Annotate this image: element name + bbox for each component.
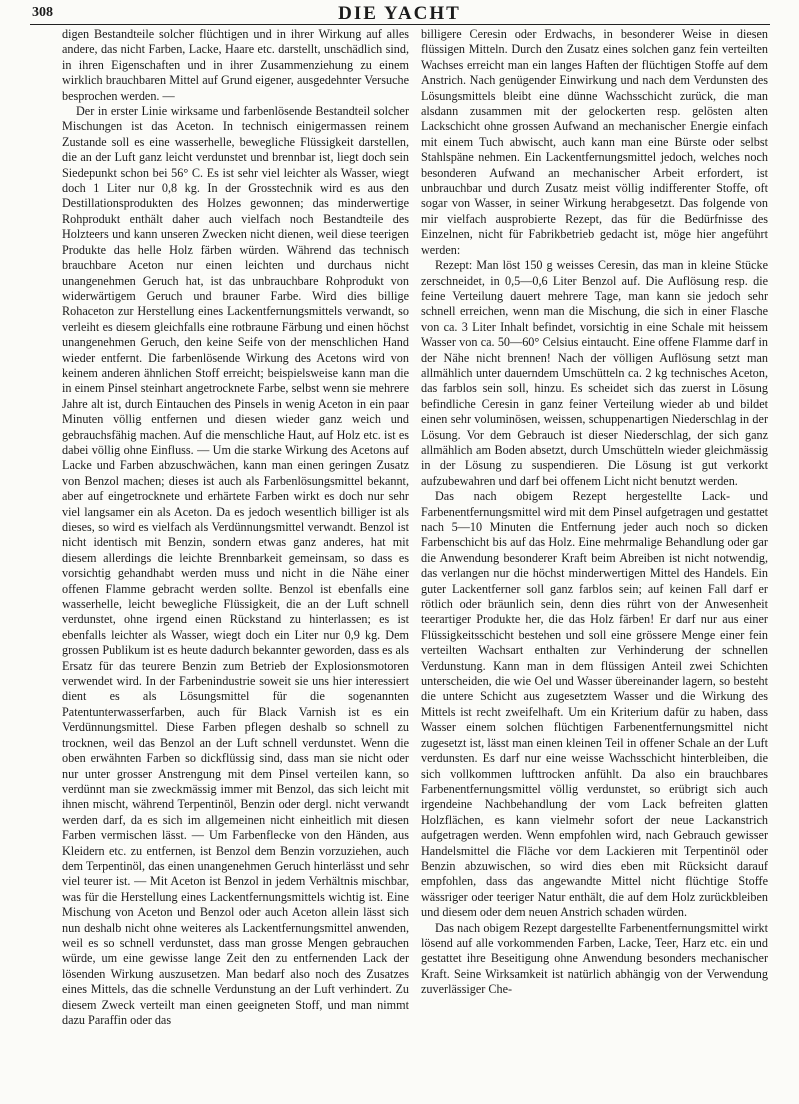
paragraph: Der in erster Linie wirksame und farbenlösende Bestandteil solcher Mischungen ist das Aceton. In technisch einigermassen reinem Zustande soll es eine wasserhelle, bewegliche Flüssigkeit darstellen, die an der Luft ganz leicht verdunstet und brennbar ist, liegt doch sein Siedepunkt schon bei 56° C. Es ist sehr viel leichter als Wasser, wiegt doch 1 Liter nur 0,8 kg. In der Grosstechnik wird es aus den Destillationsprodukten des Holzes gewonnen; das minderwertige Rohprodukt enthält daher auch vielfach noch Bestandteile des Holzteers und kann unseren Zwecken nicht dienen, weil diese teerigen Produkte das helle Holz färben würden. Während das technisch brauchbare Aceton nur einen leichten und durchaus nicht unangenehmen Geruch hat, ist das unbrauchbare Rohprodukt von widerwärtigem Geruch und brauner Farbe. Wird dies billige Rohaceton zur Herstellung eines Lackentfernungsmittels verwandt, so verleiht es diesem gleichfalls eine rotbraune Färbung und einen höchst unangenehmen Geruch, den keine Seife von der menschlichen Hand wieder entfernt. Die farbenlösende Wirkung des Acetons wird von keinem anderen ähnlichen Stoff erreicht; beispielsweise kann man die in einem Pinsel steinhart angetrocknete Farbe, selbst wenn sie mehrere Jahre alt ist, durch Eintauchen des Pinsels in wenig Aceton in ein paar Minuten völlig entfernen und diesen wieder ganz weich und gebrauchsfähig machen. Auf die menschliche Haut, auf Holz etc. ist es dabei völlig ohne Einfluss. — Um die starke Wirkung des Acetons auf Lacke und Farben abzuschwächen, kann man einen geringen Zusatz von Benzol machen; dieses ist auch als Farbenlösungsmittel bekannt, aber auf eingetrocknete und erhärtete Farben wirkt es doch nur sehr viel langsamer ein als Aceton. Da es jedoch wesentlich billiger ist als dieses, so wird es vielfach als Verdünnungsmittel verwandt. Benzol ist nicht identisch mit Benzin, sondern etwas ganz anderes, hat mit diesem allerdings die leichte Brennbarkeit gemeinsam, so dass es vorsichtig gehandhabt werden muss und nicht in die Nähe einer offenen Flamme gebracht werden sollte. Benzol ist ebenfalls eine wasserhelle, leicht bewegliche Flüssigkeit, die an der Luft schnell verdunstet, ohne irgend einen Rückstand zu hinterlassen; es ist ebenfalls leichter als Wasser, wiegt doch ein Liter nur 0,9 kg. Dem grossen Publikum ist es heute dadurch bekannter geworden, dass es als Ersatz für das teurere Benzin zum Betrieb der Explosionsmotoren verwendet wird. In der Farbenindustrie soweit sie uns hier interessiert dient es als Lösungsmittel für die sogenannten Patentunterwasserfarben, auch für Black Varnish ist es ein Verdünnungsmittel. Diese Farben pflegen deshalb so schnell zu trocknen, weil das Benzol an der Luft schnell verdunstet. Wenn die oben erwähnten Farben so dickflüssig sind, dass man sie nicht oder nur unter grosser Anstrengung mit dem Pinsel verteilen kann, so verdünnt man sie zweckmässig immer mit Benzol, das sich leicht mit ihnen mischt, während Terpentinöl, Benzin oder dergl. nicht verwandt werden darf, da es sich im allgemeinen nicht einheitlich mit diesen Farben vermischen lässt. — Um Farbenflecke von den Händen, aus Kleidern etc. zu entfernen, ist Benzol dem Benzin vorzuziehen, auch dem Terpentinöl, das einen unangenehmen Geruch hinterlässt und sehr viel teurer ist. — Mit Aceton ist Benzol in jedem Verhältnis mischbar, was für die Herstellung eines Lackentfernungsmittels wichtig ist. Eine Mischung von Aceton und Benzol oder auch Aceton allein lässt sich nun deshalb nicht ohne weiteres als Lackentfernungsmittel anwenden, weil es so schnell verdunstet, dass man grosse Mengen gebrauchen würde, um eine gewisse lange Zeit den zu entfernenden Lack der lösenden Wirkung auszusetzen. Man bedarf also noch des Zusatzes eines Mittels, das die schnelle Verdunstung an der Luft verhindert. Zu diesem Zweck verteilt man einen geeigneten Stoff, und man nimmt dazu Paraffin oder das <box>62 104 409 1027</box>
paragraph: Das nach obigem Rezept dargestellte Farbenentfernungsmittel wirkt lösend auf alle vorkommenden Farben, Lacke, Teer, Harz etc. ein und gestattet ihre Beseitigung ohne Anwendung besonders mechanischer Kraft. Seine Wirksamkeit ist natürlich abhängig von der Verwendung zuverlässiger Che- <box>421 920 768 997</box>
paragraph: digen Bestandteile solcher flüchtigen und in ihrer Wirkung auf alles andere, das nicht Farben, Lacke, Haare etc. darstellt, unschädlich sind, in ihren Eigenschaften und in ihrer Zusammenziehung zu einem wirklich brauchbaren Mittel auf Grund eigener, ausgedehnter Versuche besprochen werden. — <box>62 27 409 103</box>
page-number: 308 <box>32 5 53 20</box>
header-rule <box>30 24 770 25</box>
paragraph: billigere Ceresin oder Erdwachs, in besonderer Weise in diesen flüssigen Mitteln. Durch den Zusatz eines solchen ganz fein verteilten Wachses erreicht man ein langes Haften der flüchtigen Stoffe auf dem Anstrich. Nach genügender Einwirkung und nach dem Verdunsten des Lösungsmittels bleibt eine dünne Wachsschicht zurück, die man alsdann zusammen mit der gelockerten resp. gelösten alten Lackschicht ohne grossen Aufwand an mechanischer Energie einfach mit einem Tuch abwischt, auch kann man eine Bürste oder selbst Stahlspäne nehmen. Ein Lackentfernungsmittel jedoch, welches noch besonderen Aufwand an mechanischer Arbeit erfordert, ist unbrauchbar und durch Zusatz meist völlig indifferenter Stoffe, oft sogar von Wasser, in seiner Wirkung herabgesetzt. Das folgende von mir vielfach ausprobierte Rezept, das für die Bedürfnisse des Einzelnen, nicht für Fabrikbetrieb gedacht ist, möge hier angeführt werden: <box>421 27 768 257</box>
left-column <box>62 27 409 1102</box>
right-column <box>421 27 768 1102</box>
running-title: DIE YACHT <box>338 3 461 24</box>
paragraph: Rezept: Man löst 150 g weisses Ceresin, das man in kleine Stücke zerschneidet, in 0,5—0,6 Liter Benzol auf. Die Auflösung resp. die feine Verteilung dauert mehrere Tage, man kann sie jedoch sehr schnell erreichen, wenn man die Mischung, die sich in einer Flasche von ca. 3 Liter Inhalt befindet, vorsichtig in eine Schale mit heissem Wasser von ca. 50—60° Celsius eintaucht. Eine offene Flamme darf in der Nähe nicht brennen! Nach der völligen Auflösung setzt man allmählich unter dauerndem Umschütteln ca. 2 kg technisches Aceton, das farblos sein soll, hinzu. Es scheidet sich das zuerst in Lösung befindliche Ceresin in ganz feiner Verteilung wieder ab und bildet einen sehr voluminösen, weissen, schuppenartigen Niederschlag in der Lösung. Vor dem Gebrauch ist dieser Niederschlag, der sich ganz allmählich am Boden absetzt, durch Umschütteln wieder gleichmässig in der Lösung zu suspendieren. Die Lösung ist gut verkorkt aufzubewahren und darf bei offenem Licht nicht benutzt werden. <box>421 258 768 488</box>
paragraph: Das nach obigem Rezept hergestellte Lack- und Farbenentfernungsmittel wird mit dem Pinsel aufgetragen und gestattet nach 5—10 Minuten die Entfernung jeder auch noch so dicken Farbenschicht bis auf das Holz. Eine mehrmalige Behandlung oder gar die Anwendung besonderer Kraft beim Abreiben ist nicht notwendig, das verlangen nur die höchst minderwertigen Mittel des Handels. Ein guter Lackentferner soll ganz farblos sein; auf keinen Fall darf er rötlich oder bräunlich sein, denn dies rührt von der Anwesenheit teerartiger Produkte her, die das Holz färben! Er darf nur aus einer Flüssigkeitsschicht bestehen und soll eine grössere Menge einer fein verteilten Wachsart enthalten zur Verhinderung der schnellen Verdunstung. Kann man in dem flüssigen Anteil zwei Schichten unterscheiden, die wie Oel und Wasser übereinander lagern, so besteht die untere Schicht aus zugesetztem Wasser und die Wirkung des Mittels ist recht zweifelhaft. Um ein Kriterium dafür zu haben, dass Wasser einem solchen flüchtigen Farbenentfernungsmittel nicht zugesetzt ist, lässt man einen kleinen Teil in offener Schale an der Luft verdunsten. Es darf nur eine weisse Wachsschicht hinterbleiben, die sich vollkommen lufttrocken anfühlt. Da also ein brauchbares Farbenentfernungsmittel völlig verdunstet, so erübrigt sich auch irgendeine Nachbehandlung der vom Lack befreiten glatten Holzflächen, es kann vielmehr sofort der neue Lackanstrich aufgetragen werden. Wenn empfohlen wird, nach Gebrauch gewisser Handelsmittel die Fläche vor dem Lackieren mit Terpentinöl oder Benzin abzuwischen, so wird dies eben mit Rücksicht darauf empfohlen, dass das angewandte Mittel nicht flüchtige Stoffe wässriger oder teeriger Natur enthält, die auf dem Holz zurückbleiben und diesem oder dem neuen Anstrich schaden würden. <box>421 489 768 920</box>
